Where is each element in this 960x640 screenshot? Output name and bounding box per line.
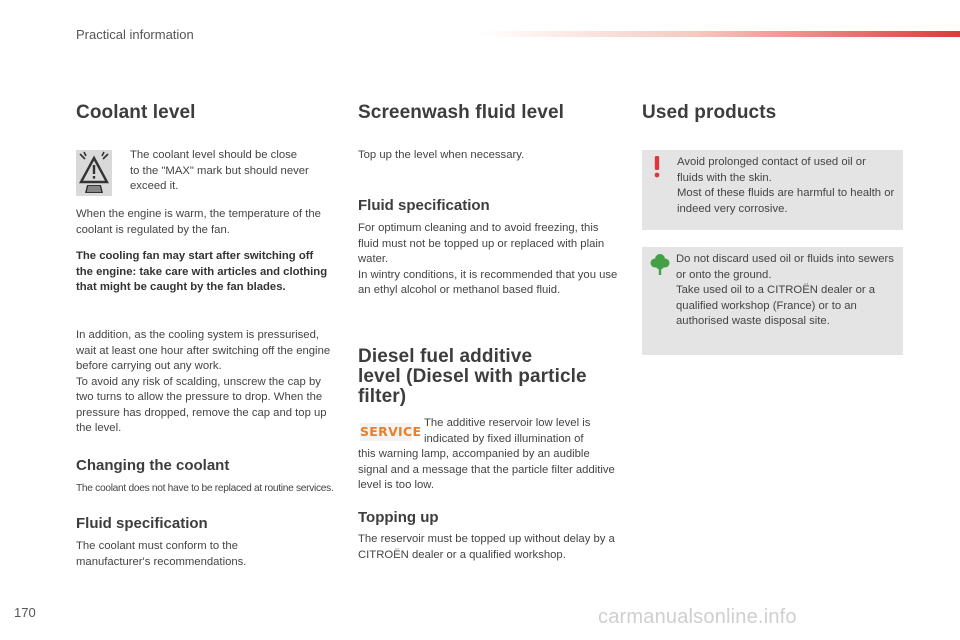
- cooling-fan-warning: The cooling fan may start after switching off the engine: take care with articles and clothing that might be caught by the fan blades.: [76, 250, 328, 293]
- screenwash-intro: Top up the level when necessary.: [358, 149, 525, 161]
- used-oil-warning-text-1: Avoid prolonged contact of used oil or fluids with the skin.: [677, 156, 866, 184]
- changing-coolant-text: The coolant does not have to be replaced at routine services.: [76, 483, 334, 494]
- topping-up-title: Topping up: [358, 509, 439, 526]
- diesel-text-line-1: The additive reservoir low level is: [424, 417, 591, 429]
- used-products-title: Used products: [642, 102, 777, 123]
- exclamation-icon: [654, 156, 660, 178]
- scalding-paragraph: To avoid any risk of scalding, unscrew the cap by two turns to allow the pressure to drop. When the pressure has dropped, remove the cap and top up the level.: [76, 375, 327, 434]
- used-oil-warning-box: [642, 150, 903, 230]
- diesel-additive-title-line-3: filter): [358, 386, 407, 407]
- screenwash-fluid-spec-title: Fluid specification: [358, 197, 490, 214]
- screenwash-spec-paragraph-1: For optimum cleaning and to avoid freezing, this fluid must not be topped up or replaced with plain water.: [358, 222, 605, 265]
- coolant-fluid-spec-title: Fluid specification: [76, 515, 208, 532]
- header-accent-bar: [480, 31, 960, 37]
- service-lamp-label: SERVICE: [360, 424, 422, 439]
- coolant-intro-line-3: exceed it.: [130, 180, 179, 192]
- environment-note-box: [642, 247, 903, 355]
- diesel-additive-title-line-2: level (Diesel with particle: [358, 366, 587, 387]
- coolant-fan-paragraph: When the engine is warm, the temperature of the coolant is regulated by the fan.: [76, 208, 321, 236]
- diesel-additive-title-line-1: Diesel fuel additive: [358, 346, 533, 367]
- watermark-text: carmanualsonline.info: [598, 606, 797, 628]
- page-number: 170: [14, 605, 36, 620]
- coolant-level-title: Coolant level: [76, 102, 196, 123]
- environment-text-1: Do not discard used oil or fluids into sewers or onto the ground.: [676, 253, 894, 281]
- diesel-text-line-2: indicated by fixed illumination of: [424, 432, 584, 445]
- diesel-text-rest: this warning lamp, accompanied by an audible signal and a message that the particle filter additive level is too low.: [358, 448, 615, 491]
- used-oil-warning-text-2: Most of these fluids are harmful to health or indeed very corrosive.: [677, 187, 895, 215]
- topping-up-text: The reservoir must be topped up without delay by a CITROËN dealer or a qualified workshop.: [358, 533, 615, 561]
- screenwash-spec-paragraph-2: In wintry conditions, it is recommended that you use an ethyl alcohol or methanol based fluid.: [358, 268, 618, 296]
- service-warning-lamp-icon: [360, 423, 422, 441]
- coolant-intro-line-2: to the "MAX" mark but should never: [130, 164, 309, 177]
- coolant-fluid-spec-text: The coolant must conform to the manufacturer's recommendations.: [76, 540, 247, 568]
- tree-icon: [650, 253, 670, 275]
- screenwash-title: Screenwash fluid level: [358, 102, 565, 123]
- coolant-warning-icon: [76, 150, 112, 196]
- pressurised-paragraph: In addition, as the cooling system is pressurised, wait at least one hour after switching off the engine before carrying out any work.: [76, 329, 331, 372]
- changing-coolant-title: Changing the coolant: [76, 457, 230, 474]
- coolant-intro-line-1: The coolant level should be close: [130, 149, 298, 161]
- environment-text-2: Take used oil to a CITROËN dealer or a qualified workshop (France) or to an authorised waste disposal site.: [676, 284, 876, 327]
- section-header: Practical information: [76, 27, 194, 42]
